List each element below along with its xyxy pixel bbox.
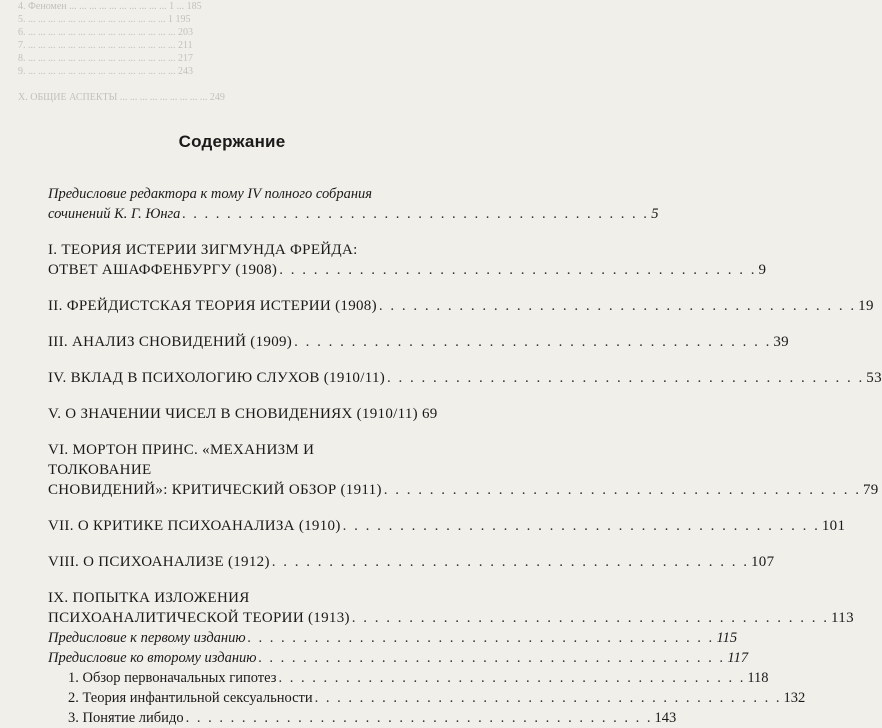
toc-entry-line: VII. О КРИТИКЕ ПСИХОАНАЛИЗА (1910)	[48, 518, 341, 534]
leader-dots: . . . . . . . . . . . . . . . . . . . . . . . . . . . . . . . . . . . . . . . . . .	[258, 650, 726, 666]
bleed-line: 4. Феномен ... ... ... ... ... ... ... ... ... ... 1 ... 185	[18, 1, 202, 12]
toc-entry-viii[interactable]	[48, 552, 775, 572]
toc-entry-line: Предисловие ко второму изданию	[48, 650, 257, 666]
page-number: 101	[821, 518, 846, 534]
page-number: 132	[783, 690, 806, 706]
leader-dots: . . . . . . . . . . . . . . . . . . . . . . . . . . . . . . . . . . . . . . . . . .	[271, 554, 749, 570]
toc-entry-line: 1. Обзор первоначальных гипотез	[68, 670, 277, 686]
toc-entry-iv[interactable]	[48, 368, 882, 388]
toc-entry-vii[interactable]	[48, 516, 846, 536]
page-number: 118	[747, 670, 769, 686]
toc-entry-line: Предисловие редактора к тому IV полного собрания	[48, 186, 373, 202]
toc-entry-line: ОТВЕТ АШАФФЕНБУРГУ (1908)	[48, 262, 278, 278]
toc-entry-iii[interactable]	[48, 332, 789, 352]
page-title: Содержание	[178, 132, 286, 151]
toc-entry-line: ПСИХОАНАЛИТИЧЕСКОЙ ТЕОРИИ (1913)	[48, 610, 350, 626]
page-number: 79	[863, 482, 879, 498]
leader-dots: . . . . . . . . . . . . . . . . . . . . . . . . . . . . . . . . . . . . . . . . . .	[278, 670, 746, 686]
toc-entry-line: Предисловие к первому изданию	[48, 630, 246, 646]
toc-entry-line: СНОВИДЕНИЙ»: КРИТИЧЕСКИЙ ОБЗОР (1911)	[48, 482, 382, 498]
toc-entry-line: III. АНАЛИЗ СНОВИДЕНИЙ (1909)	[48, 334, 293, 350]
page-number: 117	[727, 650, 749, 666]
leader-dots: . . . . . . . . . . . . . . . . . . . . . . . . . . . . . . . . . . . . . . . . . .	[383, 482, 861, 498]
page-number: 107	[751, 554, 775, 570]
toc-entry-line: 3. Понятие либидо	[68, 710, 184, 726]
toc-entry-preface-second[interactable]	[48, 648, 749, 668]
toc-entry-v[interactable]	[48, 404, 438, 424]
toc-entry-line: VI. МОРТОН ПРИНС. «МЕХАНИЗМ И ТОЛКОВАНИЕ	[48, 442, 315, 478]
leader-dots: . . . . . . . . . . . . . . . . . . . . . . . . . . . . . . . . . . . . . . . . . .	[185, 710, 653, 726]
leader-dots: . . . . . . . . . . . . . . . . . . . . . . . . . . . . . . . . . . . . . . . . . .	[378, 298, 857, 314]
leader-dots: . . . . . . . . . . . . . . . . . . . . . . . . . . . . . . . . . . . . . . . . . .	[314, 690, 782, 706]
leader-dots: . . . . . . . . . . . . . . . . . . . . . . . . . . . . . . . . . . . . . . . . . .	[279, 262, 757, 278]
page-number: 9	[758, 262, 767, 278]
page	[48, 0, 882, 726]
toc-entry-ii[interactable]	[48, 296, 874, 316]
toc-entry-editor-preface[interactable]	[48, 184, 659, 224]
toc-entry-vi[interactable]	[48, 440, 879, 500]
toc-entry-line: I. ТЕОРИЯ ИСТЕРИИ ЗИГМУНДА ФРЕЙДА:	[48, 242, 358, 258]
toc-subentry-3[interactable]	[48, 708, 677, 728]
toc-entry-line: сочинений К. Г. Юнга	[48, 206, 181, 222]
leader-dots: . . . . . . . . . . . . . . . . . . . . . . . . . . . . . . . . . . . . . . . . . .	[294, 334, 772, 350]
page-number: 39	[773, 334, 789, 350]
leader-dots: . . . . . . . . . . . . . . . . . . . . . . . . . . . . . . . . . . . . . . . . . .	[247, 630, 715, 646]
toc-subentry-1[interactable]	[48, 668, 769, 688]
toc-entry-line: V. О ЗНАЧЕНИИ ЧИСЕЛ В СНОВИДЕНИЯХ (1910/11)	[48, 406, 418, 422]
page-number: 143	[654, 710, 677, 726]
toc-entry-line: 2. Теория инфантильной сексуальности	[68, 690, 313, 706]
page-number: 53	[866, 370, 882, 386]
leader-dots: . . . . . . . . . . . . . . . . . . . . . . . . . . . . . . . . . . . . . . . . . .	[182, 206, 650, 222]
toc-entry-line: II. ФРЕЙДИСТСКАЯ ТЕОРИЯ ИСТЕРИИ (1908)	[48, 298, 377, 314]
toc-entry-line: IX. ПОПЫТКА ИЗЛОЖЕНИЯ	[48, 590, 250, 606]
bleed-line: 9. ... ... ... ... ... ... ... ... ... ... ... ... ... ... ... 243	[18, 66, 193, 77]
toc-entry-line: VIII. О ПСИХОАНАЛИЗЕ (1912)	[48, 554, 270, 570]
toc-entry-preface-first[interactable]	[48, 628, 738, 648]
page-number: 19	[858, 298, 874, 314]
leader-dots: . . . . . . . . . . . . . . . . . . . . . . . . . . . . . . . . . . . . . . . . . .	[387, 370, 865, 386]
bleed-line: 5. ... ... ... ... ... ... ... ... ... ... ... ... ... ... 1 195	[18, 14, 191, 25]
leader-dots: . . . . . . . . . . . . . . . . . . . . . . . . . . . . . . . . . . . . . . . . . .	[342, 518, 820, 534]
table-of-contents	[48, 184, 882, 728]
page-number: 69	[421, 406, 438, 422]
leader-dots: . . . . . . . . . . . . . . . . . . . . . . . . . . . . . . . . . . . . . . . . . .	[351, 610, 830, 626]
toc-entry-i[interactable]	[48, 240, 767, 280]
page-number: 113	[831, 610, 854, 626]
toc-subentry-2[interactable]	[48, 688, 806, 708]
bleed-line: 6. ... ... ... ... ... ... ... ... ... ... ... ... ... ... ... 203	[18, 27, 193, 38]
page-number: 115	[716, 630, 738, 646]
bleed-line: 7. ... ... ... ... ... ... ... ... ... ... ... ... ... ... ... 211	[18, 40, 193, 51]
toc-entry-line: IV. ВКЛАД В ПСИХОЛОГИЮ СЛУХОВ (1910/11)	[48, 370, 386, 386]
toc-entry-ix[interactable]	[48, 588, 854, 628]
page-number: 5	[651, 206, 659, 222]
bleed-line: X. ОБЩИЕ АСПЕКТЫ ... ... ... ... ... ... ... ... ... 249	[18, 92, 225, 103]
bleed-line: 8. ... ... ... ... ... ... ... ... ... ... ... ... ... ... ... 217	[18, 53, 193, 64]
